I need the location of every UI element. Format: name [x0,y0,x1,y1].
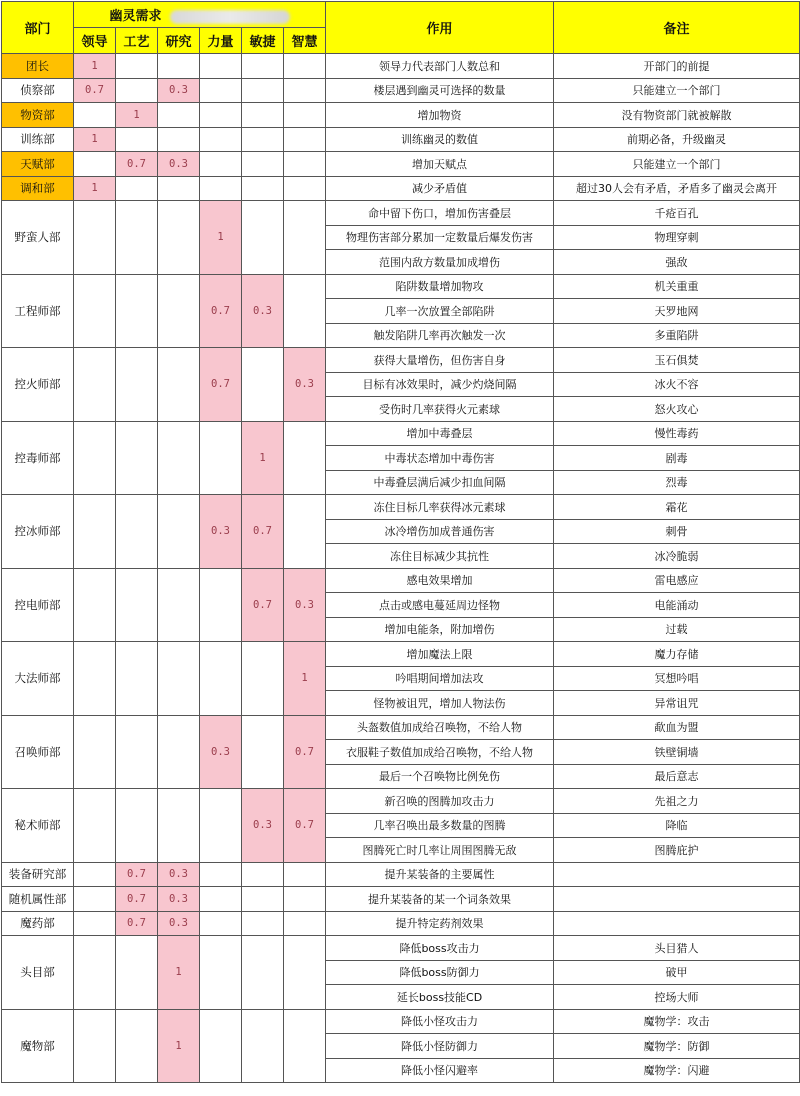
requirement-cell [116,176,158,201]
requirement-cell [284,1009,326,1083]
requirement-cell: 0.3 [200,495,242,569]
requirement-cell [74,201,116,275]
requirement-cell [74,152,116,177]
dept-name: 大法师部 [2,642,74,716]
header-stat-strength: 力量 [200,28,242,54]
effect-cell: 领导力代表部门人数总和 [326,54,554,79]
note-cell: 霜花 [554,495,800,520]
requirement-cell [158,127,200,152]
table-row [2,887,800,912]
effect-cell: 冻住目标几率获得冰元素球 [326,495,554,520]
effect-cell: 新召唤的图腾加攻击力 [326,789,554,814]
note-cell: 没有物资部门就被解散 [554,103,800,128]
note-cell: 只能建立一个部门 [554,78,800,103]
requirement-cell [116,1009,158,1083]
requirement-cell: 0.3 [158,78,200,103]
note-cell: 降临 [554,813,800,838]
requirement-cell [74,936,116,1010]
requirement-cell: 1 [158,936,200,1010]
note-cell: 最后意志 [554,764,800,789]
note-cell: 冰火不容 [554,372,800,397]
requirement-cell [158,495,200,569]
note-cell: 冥想吟唱 [554,666,800,691]
effect-cell: 头盔数值加成给召唤物，不给人物 [326,715,554,740]
effect-cell: 减少矛盾值 [326,176,554,201]
requirement-cell [158,348,200,422]
header-stat-agility: 敏捷 [242,28,284,54]
table-row [2,176,800,201]
dept-name: 工程师部 [2,274,74,348]
requirement-cell [74,642,116,716]
dept-name: 调和部 [2,176,74,201]
requirement-cell [200,862,242,887]
requirement-cell [284,54,326,79]
header-dept: 部门 [2,2,74,54]
table-row [2,54,800,79]
requirement-cell: 0.3 [158,152,200,177]
note-cell: 机关重重 [554,274,800,299]
requirement-cell [284,274,326,348]
effect-cell: 降低小怪防御力 [326,1034,554,1059]
effect-cell: 冰冷增伤加成普通伤害 [326,519,554,544]
effect-cell: 获得大量增伤，但伤害自身 [326,348,554,373]
note-cell: 多重陷阱 [554,323,800,348]
requirement-cell [200,936,242,1010]
header-stat-craft: 工艺 [116,28,158,54]
requirement-cell [74,887,116,912]
requirement-cell [116,78,158,103]
requirement-cell: 0.7 [116,911,158,936]
dept-name: 魔物部 [2,1009,74,1083]
table-row [2,78,800,103]
requirement-cell: 0.3 [158,887,200,912]
header-requirement [74,2,326,28]
note-cell: 雷电感应 [554,568,800,593]
requirement-cell [284,78,326,103]
table-row [2,1009,800,1034]
dept-name: 控毒师部 [2,421,74,495]
requirement-cell [284,862,326,887]
dept-name: 控冰师部 [2,495,74,569]
effect-cell: 怪物被诅咒，增加人物法伤 [326,691,554,716]
dept-name: 召唤师部 [2,715,74,789]
blurred-redaction [170,10,290,24]
note-cell: 魔力存储 [554,642,800,667]
requirement-cell [284,936,326,1010]
effect-cell: 增加魔法上限 [326,642,554,667]
requirement-cell: 0.7 [116,887,158,912]
header-requirement-label: 幽灵需求 [109,9,162,24]
table-body [2,54,800,1083]
requirement-cell: 0.7 [74,78,116,103]
requirement-cell [74,103,116,128]
dept-name: 团长 [2,54,74,79]
dept-name: 侦察部 [2,78,74,103]
dept-name: 头目部 [2,936,74,1010]
requirement-cell [158,103,200,128]
requirement-cell [242,103,284,128]
requirement-cell [284,421,326,495]
requirement-cell [200,54,242,79]
requirement-cell [116,421,158,495]
requirement-cell [242,715,284,789]
effect-cell: 点击或感电蔓延周边怪物 [326,593,554,618]
requirement-cell [158,568,200,642]
note-cell: 控场大师 [554,985,800,1010]
requirement-cell [200,887,242,912]
table-row [2,274,800,299]
note-cell: 过载 [554,617,800,642]
dept-name: 魔药部 [2,911,74,936]
requirement-cell [116,201,158,275]
note-cell: 慢性毒药 [554,421,800,446]
note-cell: 冰冷脆弱 [554,544,800,569]
effect-cell: 触发陷阱几率再次触发一次 [326,323,554,348]
effect-cell: 提升某装备的主要属性 [326,862,554,887]
note-cell: 铁壁铜墙 [554,740,800,765]
note-cell: 前期必备，升级幽灵 [554,127,800,152]
note-cell: 魔物学：攻击 [554,1009,800,1034]
requirement-cell [74,495,116,569]
table-row [2,789,800,814]
header-effect: 作用 [326,2,554,54]
requirement-cell [284,176,326,201]
table-row [2,911,800,936]
requirement-cell: 0.3 [158,911,200,936]
requirement-cell [242,152,284,177]
requirement-cell [242,936,284,1010]
effect-cell: 图腾死亡时几率让周围图腾无敌 [326,838,554,863]
requirement-cell [242,348,284,422]
requirement-cell [116,789,158,863]
note-cell: 魔物学：防御 [554,1034,800,1059]
header-note: 备注 [554,2,800,54]
requirement-cell [116,642,158,716]
note-cell: 物理穿刺 [554,225,800,250]
requirement-cell [284,887,326,912]
requirement-cell: 1 [74,54,116,79]
requirement-cell [200,789,242,863]
effect-cell: 范围内敌方数量加成增伤 [326,250,554,275]
note-cell: 千疮百孔 [554,201,800,226]
requirement-cell: 0.7 [284,715,326,789]
requirement-cell [242,54,284,79]
requirement-cell [284,127,326,152]
effect-cell: 降低boss攻击力 [326,936,554,961]
effect-cell: 陷阱数量增加物攻 [326,274,554,299]
requirement-cell [116,274,158,348]
effect-cell: 最后一个召唤物比例免伤 [326,764,554,789]
requirement-cell [284,911,326,936]
requirement-cell: 0.3 [284,568,326,642]
effect-cell: 增加中毒叠层 [326,421,554,446]
requirement-cell [74,862,116,887]
header-stat-wisdom: 智慧 [284,28,326,54]
requirement-cell: 0.7 [242,568,284,642]
requirement-cell: 1 [116,103,158,128]
requirement-cell [242,911,284,936]
requirement-cell [158,54,200,79]
requirement-cell: 1 [74,176,116,201]
note-cell: 烈毒 [554,470,800,495]
table-row [2,201,800,226]
table-row [2,568,800,593]
requirement-cell [242,642,284,716]
note-cell: 电能涌动 [554,593,800,618]
requirement-cell: 0.7 [200,348,242,422]
note-cell [554,862,800,887]
requirement-cell [284,495,326,569]
effect-cell: 吟唱期间增加法攻 [326,666,554,691]
table-row [2,348,800,373]
header-stat-leadership: 领导 [74,28,116,54]
dept-name: 天赋部 [2,152,74,177]
requirement-cell [200,642,242,716]
effect-cell: 几率召唤出最多数量的图腾 [326,813,554,838]
effect-cell: 命中留下伤口，增加伤害叠层 [326,201,554,226]
dept-name: 物资部 [2,103,74,128]
dept-name: 随机属性部 [2,887,74,912]
table-row [2,936,800,961]
dept-name: 装备研究部 [2,862,74,887]
requirement-cell: 0.7 [200,274,242,348]
note-cell: 刺骨 [554,519,800,544]
requirement-cell [284,103,326,128]
dept-name: 秘术师部 [2,789,74,863]
requirement-cell [242,862,284,887]
requirement-cell [74,421,116,495]
requirement-cell [116,348,158,422]
requirement-cell: 1 [242,421,284,495]
requirement-cell [158,176,200,201]
effect-cell: 增加物资 [326,103,554,128]
requirement-cell [242,1009,284,1083]
requirement-cell [74,911,116,936]
table-row [2,152,800,177]
note-cell: 魔物学：闪避 [554,1058,800,1083]
requirement-cell [116,54,158,79]
requirement-cell: 0.7 [116,152,158,177]
note-cell: 先祖之力 [554,789,800,814]
requirement-cell: 1 [284,642,326,716]
note-cell: 超过30人会有矛盾，矛盾多了幽灵会离开 [554,176,800,201]
note-cell [554,911,800,936]
requirement-cell [116,127,158,152]
requirement-cell [74,715,116,789]
effect-cell: 衣服鞋子数值加成给召唤物，不给人物 [326,740,554,765]
effect-cell: 感电效果增加 [326,568,554,593]
effect-cell: 延长boss技能CD [326,985,554,1010]
table-row [2,421,800,446]
requirement-cell [74,789,116,863]
requirement-cell [116,495,158,569]
effect-cell: 楼层遇到幽灵可选择的数量 [326,78,554,103]
effect-cell: 降低小怪闪避率 [326,1058,554,1083]
requirement-cell: 1 [74,127,116,152]
note-cell [554,887,800,912]
note-cell: 玉石俱焚 [554,348,800,373]
effect-cell: 冻住目标减少其抗性 [326,544,554,569]
note-cell: 剧毒 [554,446,800,471]
requirement-cell [242,887,284,912]
requirement-cell [158,274,200,348]
table-row [2,715,800,740]
header-stat-research: 研究 [158,28,200,54]
note-cell: 怒火攻心 [554,397,800,422]
requirement-cell [242,127,284,152]
note-cell: 开部门的前提 [554,54,800,79]
note-cell: 破甲 [554,960,800,985]
requirement-cell [74,348,116,422]
requirement-cell [242,78,284,103]
table-row [2,495,800,520]
effect-cell: 物理伤害部分累加一定数量后爆发伤害 [326,225,554,250]
requirement-cell [200,1009,242,1083]
requirement-cell [74,568,116,642]
requirement-cell [116,936,158,1010]
requirement-cell [74,274,116,348]
requirement-cell [200,103,242,128]
requirement-cell: 0.7 [116,862,158,887]
requirement-cell [200,176,242,201]
note-cell: 只能建立一个部门 [554,152,800,177]
requirement-cell: 1 [158,1009,200,1083]
note-cell: 图腾庇护 [554,838,800,863]
dept-name: 控火师部 [2,348,74,422]
requirement-cell [284,152,326,177]
requirement-cell: 0.3 [242,274,284,348]
requirement-cell [116,715,158,789]
requirement-cell [158,789,200,863]
requirement-cell: 0.3 [242,789,284,863]
requirement-cell [242,201,284,275]
requirement-cell [200,127,242,152]
effect-cell: 训练幽灵的数值 [326,127,554,152]
requirement-cell [158,715,200,789]
dept-name: 野蛮人部 [2,201,74,275]
effect-cell: 中毒状态增加中毒伤害 [326,446,554,471]
note-cell: 头目猎人 [554,936,800,961]
effect-cell: 几率一次放置全部陷阱 [326,299,554,324]
requirement-cell [116,568,158,642]
effect-cell: 受伤时几率获得火元素球 [326,397,554,422]
requirement-cell [242,176,284,201]
requirement-cell: 0.3 [284,348,326,422]
dept-name: 控电师部 [2,568,74,642]
requirement-cell [74,1009,116,1083]
effect-cell: 增加电能条，附加增伤 [326,617,554,642]
note-cell: 天罗地网 [554,299,800,324]
dept-name: 训练部 [2,127,74,152]
requirement-cell [200,152,242,177]
requirement-cell: 0.7 [242,495,284,569]
requirement-cell: 0.3 [200,715,242,789]
table-row [2,862,800,887]
effect-cell: 提升特定药剂效果 [326,911,554,936]
effect-cell: 目标有冰效果时，减少灼烧间隔 [326,372,554,397]
requirement-cell [200,421,242,495]
requirement-cell [200,911,242,936]
table-row [2,103,800,128]
requirement-cell [200,78,242,103]
table-row [2,642,800,667]
requirement-cell [158,421,200,495]
requirement-cell: 1 [200,201,242,275]
requirement-cell [284,201,326,275]
requirement-cell [200,568,242,642]
effect-cell: 降低小怪攻击力 [326,1009,554,1034]
effect-cell: 降低boss防御力 [326,960,554,985]
effect-cell: 中毒叠层满后减少扣血间隔 [326,470,554,495]
department-table [1,1,800,1083]
note-cell: 歃血为盟 [554,715,800,740]
requirement-cell [158,642,200,716]
note-cell: 异常诅咒 [554,691,800,716]
requirement-cell [158,201,200,275]
table-row [2,127,800,152]
effect-cell: 提升某装备的某一个词条效果 [326,887,554,912]
effect-cell: 增加天赋点 [326,152,554,177]
requirement-cell: 0.3 [158,862,200,887]
note-cell: 强敌 [554,250,800,275]
requirement-cell: 0.7 [284,789,326,863]
